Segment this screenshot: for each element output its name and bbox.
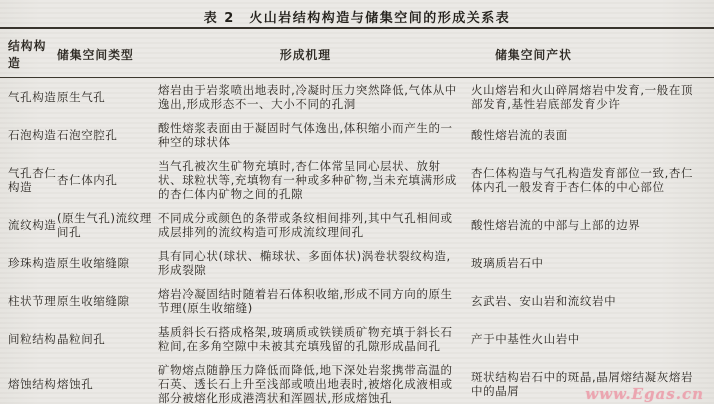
- table-row: [0, 244, 714, 282]
- cell-space-type: 原生收缩缝隙: [57, 256, 130, 270]
- cell-occurrence: 火山熔岩和火山碎屑熔岩中发育,一般在顶部发育,基性岩底部发育少许: [471, 83, 694, 111]
- col-header-structure: 结构构造: [8, 39, 47, 70]
- cell-occurrence: 酸性熔岩流的表面: [471, 128, 568, 142]
- cell-mechanism: 不同成分或颜色的条带或条纹相间排列,其中气孔相间或成层排列的流纹构造可形成流纹理间孔: [158, 211, 453, 239]
- cell-occurrence: 杏仁体构造与气孔构造发育部位一致,杏仁体内孔一般发育于杏仁体的中心部位: [471, 166, 694, 194]
- volcanic-rock-table: [0, 27, 714, 404]
- cell-space-type: 晶粒间孔: [57, 332, 106, 346]
- cell-space-type: (原生气孔)流纹理间孔: [57, 211, 152, 239]
- col-header-mechanism: 形成机理: [279, 47, 332, 62]
- table-row: [0, 116, 714, 154]
- cell-mechanism: 基质斜长石搭成格架,玻璃质或铁镁质矿物充填于斜长石粒间,在多角空隙中未被其充填残留的孔隙形成晶间孔: [158, 325, 453, 353]
- cell-space-type: 石泡空腔孔: [57, 128, 118, 142]
- table-header-row: [0, 29, 714, 78]
- table-row: [0, 320, 714, 358]
- cell-mechanism: 熔岩冷凝固结时随着岩石体积收缩,形成不同方向的原生节理(原生收缩缝): [158, 287, 453, 315]
- cell-structure: 石泡构造: [8, 128, 57, 142]
- cell-occurrence: 玄武岩、安山岩和流纹岩中: [471, 294, 617, 308]
- cell-structure: 珍珠构造: [8, 256, 57, 270]
- col-header-space-type: 储集空间类型: [57, 47, 134, 62]
- cell-structure: 气孔杏仁构造: [8, 166, 57, 194]
- cell-space-type: 原生气孔: [57, 90, 106, 104]
- col-header-occurrence: 储集空间产状: [495, 47, 572, 62]
- cell-structure: 间粒结构: [8, 332, 57, 346]
- table-row: [0, 206, 714, 244]
- cell-structure: 熔蚀结构: [8, 377, 57, 391]
- table-title: 表 2 火山岩结构构造与储集空间的形成关系表: [203, 11, 511, 26]
- cell-mechanism: 矿物熔点随静压力降低而降低,地下深处岩浆携带高温的石英、透长石上升至浅部或喷出地表时,被熔化成液相或部分被熔化形成港湾状和浑圆状,形成熔蚀孔: [158, 363, 453, 404]
- cell-occurrence: 酸性熔岩流的中部与上部的边界: [471, 218, 641, 232]
- cell-space-type: 杏仁体内孔: [57, 173, 118, 187]
- cell-structure: 流纹构造: [8, 218, 57, 232]
- cell-mechanism: 酸性熔浆表面由于凝固时气体逸出,体积缩小而产生的一种空的球状体: [158, 121, 453, 149]
- cell-structure: 气孔构造: [8, 90, 57, 104]
- cell-mechanism: 具有同心状(球状、椭球状、多面体状)涡卷状裂纹构造,形成裂隙: [158, 249, 451, 277]
- cell-occurrence: 斑状结构岩石中的斑晶,晶屑熔结凝灰熔岩中的晶屑: [471, 370, 694, 398]
- table-row: [0, 154, 714, 206]
- cell-occurrence: 玻璃质岩石中: [471, 256, 544, 270]
- cell-space-type: 原生收缩缝隙: [57, 294, 130, 308]
- cell-mechanism: 熔岩由于岩浆喷出地表时,冷凝时压力突然降低,气体从中逸出,形成形态不一、大小不同的孔洞: [158, 83, 457, 111]
- cell-mechanism: 当气孔被次生矿物充填时,杏仁体常呈同心层状、放射状、球粒状等,充填物有一种或多种矿物,当未充填满形成的杏仁体内矿物之间的孔隙: [158, 159, 457, 201]
- table-row: [0, 282, 714, 320]
- cell-space-type: 熔蚀孔: [57, 377, 94, 391]
- watermark: www.Egas.cn: [585, 385, 704, 403]
- table-row: [0, 78, 714, 116]
- cell-occurrence: 产于中基性火山岩中: [471, 332, 580, 346]
- cell-structure: 柱状节理: [8, 294, 57, 308]
